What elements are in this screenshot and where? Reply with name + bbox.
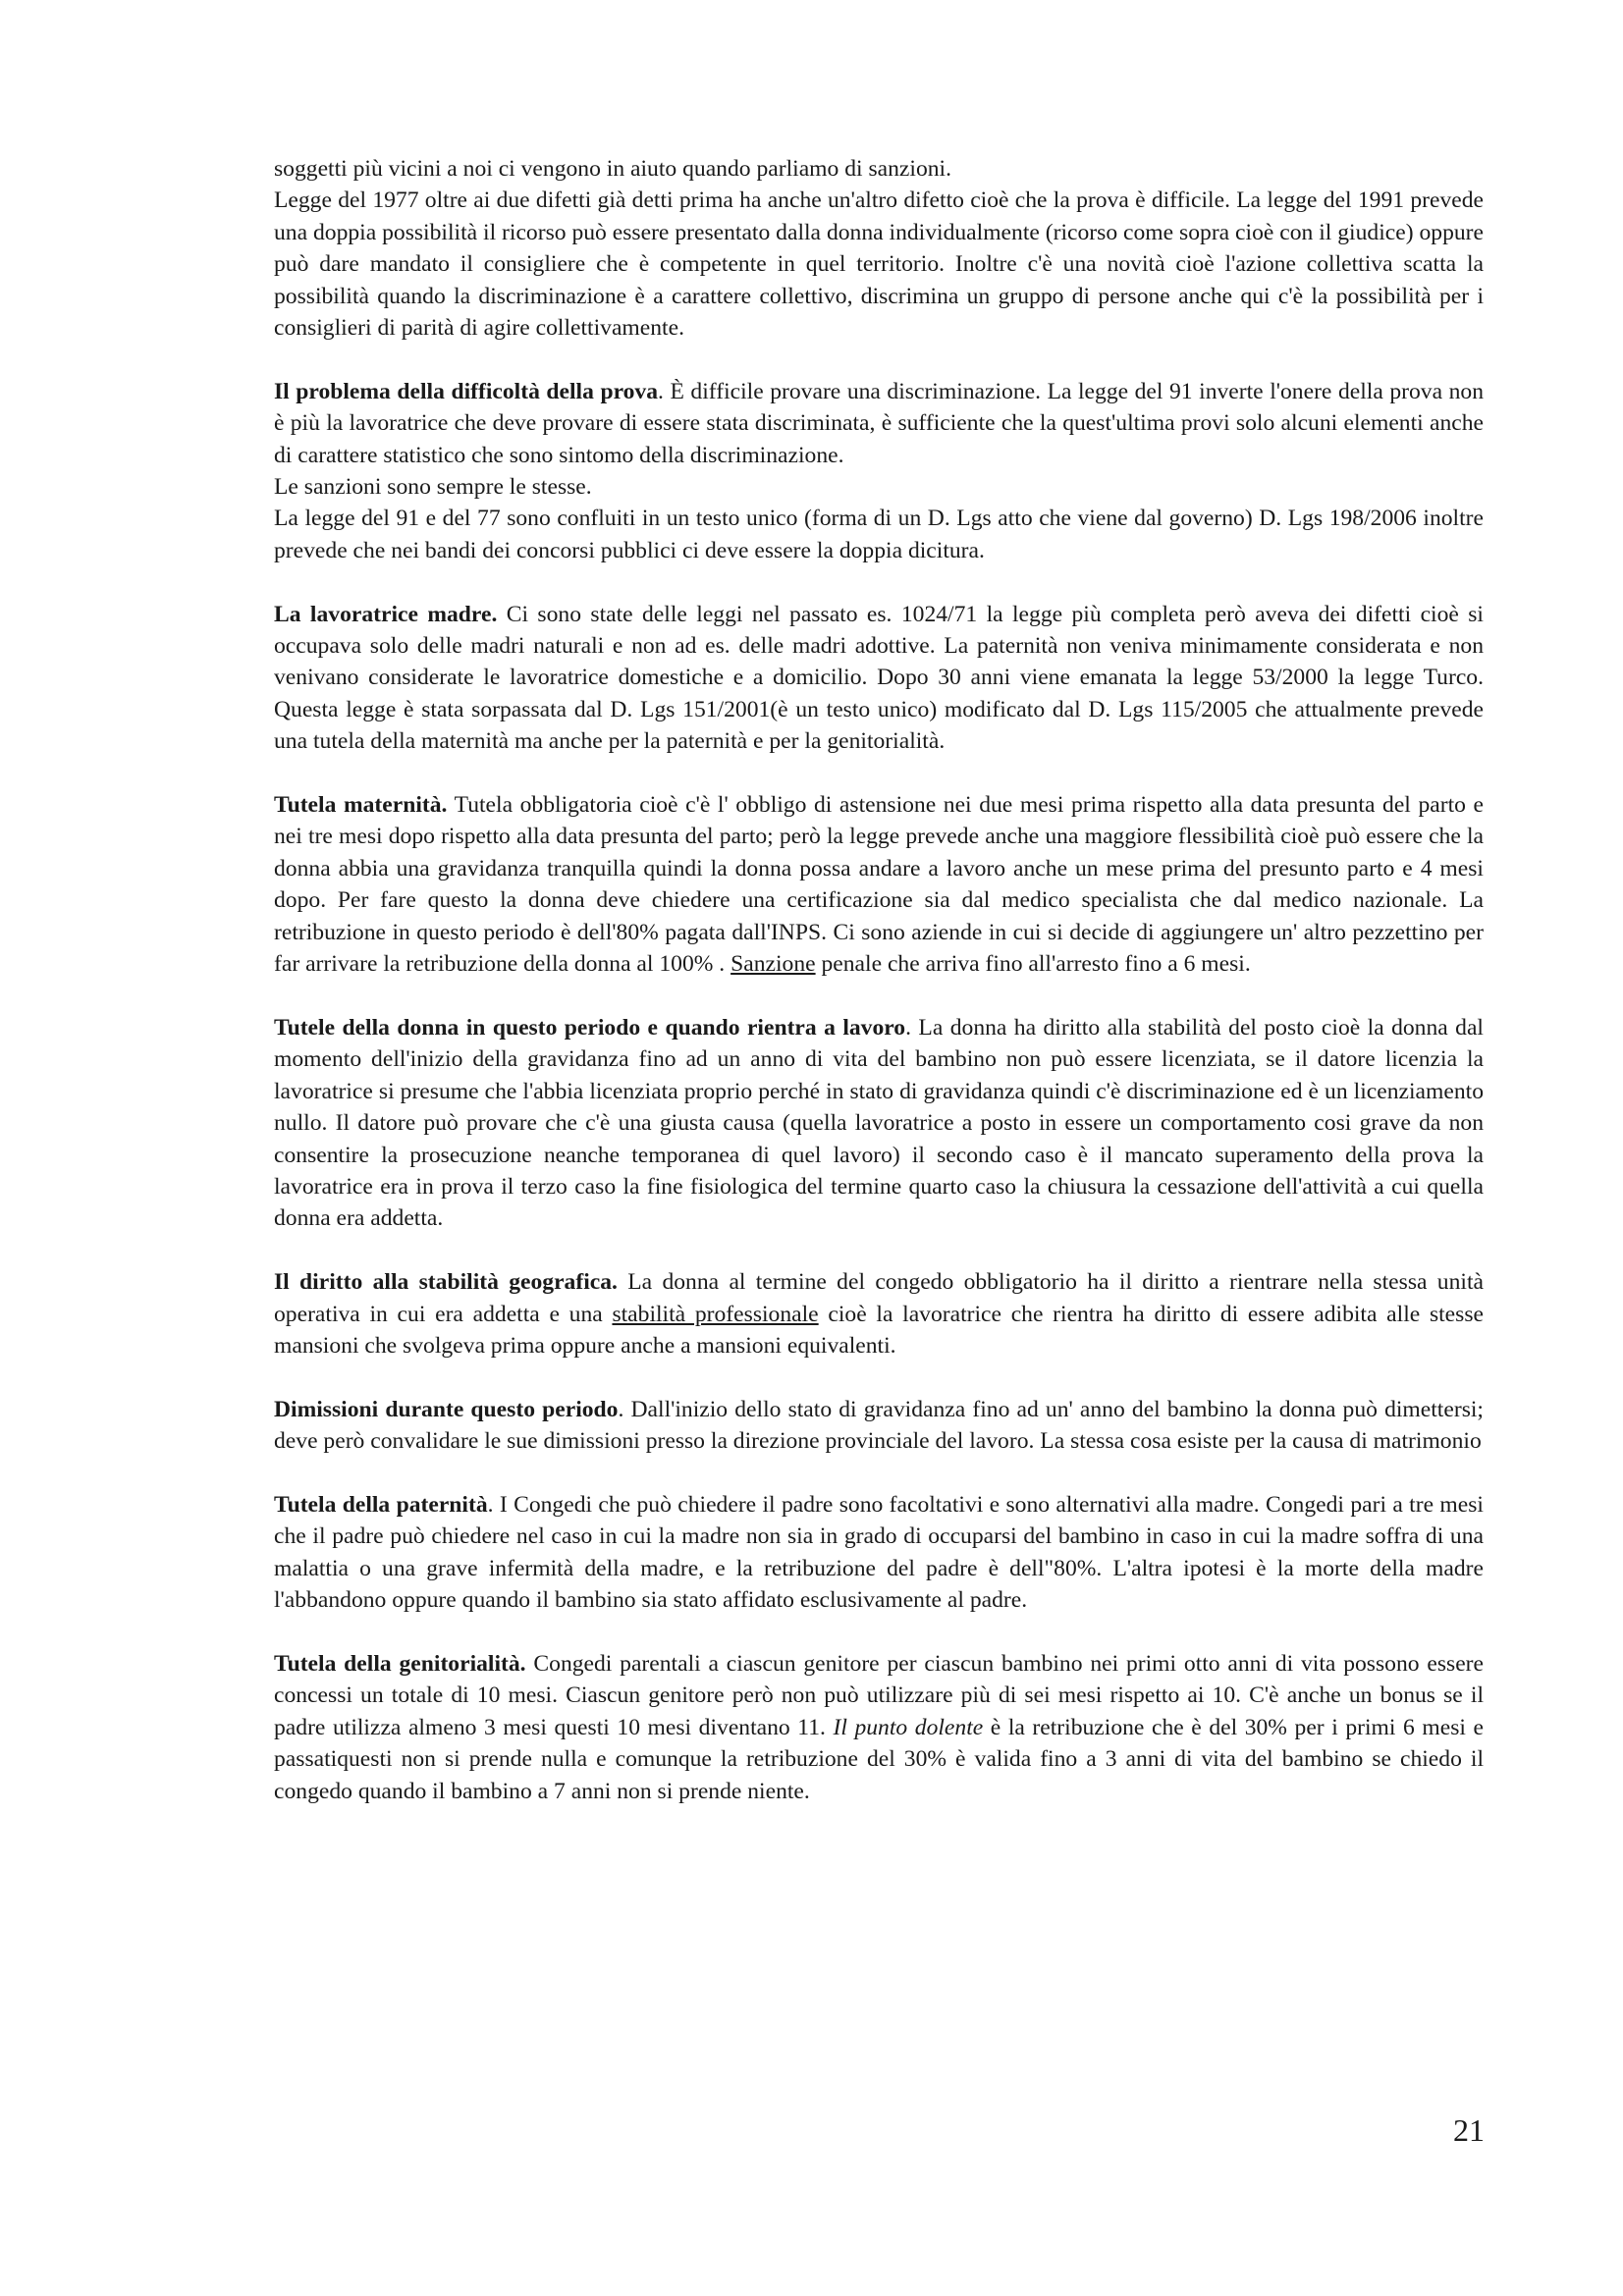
section-heading-dimissioni: Dimissioni durante questo periodo [274,1396,619,1422]
paragraph-genitorialita [274,1648,1484,1807]
tutele-text: . La donna ha diritto alla stabilità del posto cioè la donna dal momento dell'inizio della gravidanza fino ad un anno di vita del bambino non può essere licenziata, se il datore licenzia la lavoratrice si presume che l'abbia licenziata proprio perché in stato di gravidanza quindi c'è discriminazione ed è un licenziamento nullo. Il datore può provare che c'è una giusta causa (quella lavoratrice a posto in essere un comportamento cosi grave da non consentire la prosecuzione neanche temporanea di quel lavoro) il secondo caso è il mancato superamento della prova la lavoratrice era in prova il terzo caso la fine fisiologica del termine quarto caso la chiusura la cessazione dell'attività a cui quella donna era addetta. [274,1014,1484,1232]
paragraph-stabilita [274,1266,1484,1362]
paragraph-intro [274,153,1484,344]
prova-first-block [274,376,1484,471]
intro-first-line: soggetti più vicini a noi ci vengono in aiuto quando parliamo di sanzioni. [274,156,951,182]
paragraph-dimissioni [274,1394,1484,1458]
paragraph-madre [274,599,1484,758]
maternita-text: Tutela obbligatoria cioè c'è l' obbligo di astensione nei due mesi prima rispetto alla data presunta del parto e nei tre mesi dopo rispetto alla data presunta del parto; però la legge prevede anche una maggiore flessibilità cioè può essere che la donna abbia una gravidanza tranquilla quindi la donna possa andare a lavoro anche un mese prima del presunto parto e 4 mesi dopo. Per fare questo la donna deve chiedere una certificazione sia dal medico specialista che dal medico nazionale. La retribuzione in questo periodo è dell'80% pagata dall'INPS. Ci sono aziende in cui si decide di aggiungere un' altro pezzettino per far arrivare la retribuzione della donna al 100% . [274,792,1484,978]
genitorialita-tail: è la retribuzione che è del 30% per i primi 6 mesi e passatiquesti non si prende nulla e comunque la retribuzione del 30% è valida fino a 3 anni di vita del bambino se chiedo il congedo quando il bambino a 7 anni non si prende niente. [274,1714,1484,1804]
page-number: 21 [1453,2112,1485,2148]
genitorialita-text: Congedi parentali a ciascun genitore per ciascun bambino nei primi otto anni di vita possono essere concessi un totale di 10 mesi. Ciascun genitore però non può utilizzare più di sei mesi rispetto ai 10. C'è anche un bonus se il padre utilizza almeno 3 mesi questi 10 mesi diventano 11. [274,1650,1484,1740]
dimissioni-text: . Dall'inizio dello stato di gravidanza fino ad un' anno del bambino la donna può dimettersi; deve però convalidare le sue dimissioni presso la direzione provinciale del lavoro. La stessa cosa esiste per la causa di matrimonio [274,1396,1484,1455]
maternita-tail: penale che arriva fino all'arresto fino a 6 mesi. [815,951,1251,978]
sanzione-underlined: Sanzione [730,951,816,978]
section-heading-prova: Il problema della difficoltà della prova [274,378,659,404]
paragraph-tutele [274,1012,1484,1235]
section-heading-madre: La lavoratrice madre. [274,601,498,627]
section-heading-genitorialita: Tutela della genitorialità. [274,1650,526,1677]
paragraph-prova [274,376,1484,566]
section-heading-stabilita: Il diritto alla stabilità geografica. [274,1269,618,1296]
punto-dolente-italic: Il punto dolente [833,1714,984,1740]
prova-sanzioni-line: Le sanzioni sono sempre le stesse. [274,474,592,501]
section-heading-tutele: Tutele della donna in questo periodo e quando rientra a lavoro [274,1014,906,1041]
paternita-text: . I Congedi che può chiedere il padre sono facoltativi e sono alternativi alla madre. Congedi pari a tre mesi che il padre può chiedere nel caso in cui la madre non sia in grado di occuparsi del bambino in caso in cui la madre soffra di una malattia o una grave infermità della madre, e la retribuzione del padre è dell"80%. L'altra ipotesi è la morte della madre l'abbandono oppure quando il bambino sia stato affidato esclusivamente al padre. [274,1491,1484,1614]
paragraph-paternita [274,1489,1484,1617]
section-heading-maternita: Tutela maternità. [274,792,448,819]
prova-testo-unico: La legge del 91 e del 77 sono confluiti in un testo unico (forma di un D. Lgs atto che viene dal governo) D. Lgs 198/2006 inoltre prevede che nei bandi dei concorsi pubblici ci deve essere la doppia dicitura. [274,506,1484,563]
madre-text: Ci sono state delle leggi nel passato es. 1024/71 la legge più completa però aveva dei difetti cioè si occupava solo delle madri naturali e non ad es. delle madri adottive. La paternità non veniva minimamente considerata e non venivano considerate le lavoratrice domestiche e a domicilio. Dopo 30 anni viene emanata la legge 53/2000 la legge Turco. Questa legge è stata sorpassata dal D. Lgs 151/2001(è un testo unico) modificato dal D. Lgs 115/2005 che attualmente prevede una tutela della maternità ma anche per la paternità e per la genitorialità. [274,601,1484,755]
intro-text: Legge del 1977 oltre ai due difetti già detti prima ha anche un'altro difetto cioè che la prova è difficile. La legge del 1991 prevede una doppia possibilità il ricorso può essere presentato dalla donna individualmente (ricorso come sopra cioè con il giudice) oppure può dare mandato il consigliere che è competente in quel territorio. Inoltre c'è una novità cioè l'azione collettiva scatta la possibilità quando la discriminazione è a carattere collettivo, discrimina un gruppo di persone anche qui c'è la possibilità per i consiglieri di parità di agire collettivamente. [274,187,1484,342]
paragraph-maternita [274,789,1484,980]
stabilita-text: La donna al termine del congedo obbligatorio ha il diritto a rientrare nella stessa unità operativa in cui era addetta e una [274,1269,1484,1327]
prova-text: . È difficile provare una discriminazione. La legge del 91 inverte l'onere della prova non è più la lavoratrice che deve provare di essere stata discriminata, è sufficiente che la quest'ultima provi solo alcuni elementi anche di carattere statistico che sono sintomo della discriminazione. [274,378,1485,468]
stabilita-tail: cioè la lavoratrice che rientra ha diritto di essere adibita alle stesse mansioni che svolgeva prima oppure anche a mansioni equivalenti. [274,1301,1484,1359]
page-body [274,153,1484,1839]
section-heading-paternita: Tutela della paternità [274,1491,488,1518]
stabilita-professionale-underlined: stabilità professionale [612,1301,819,1327]
